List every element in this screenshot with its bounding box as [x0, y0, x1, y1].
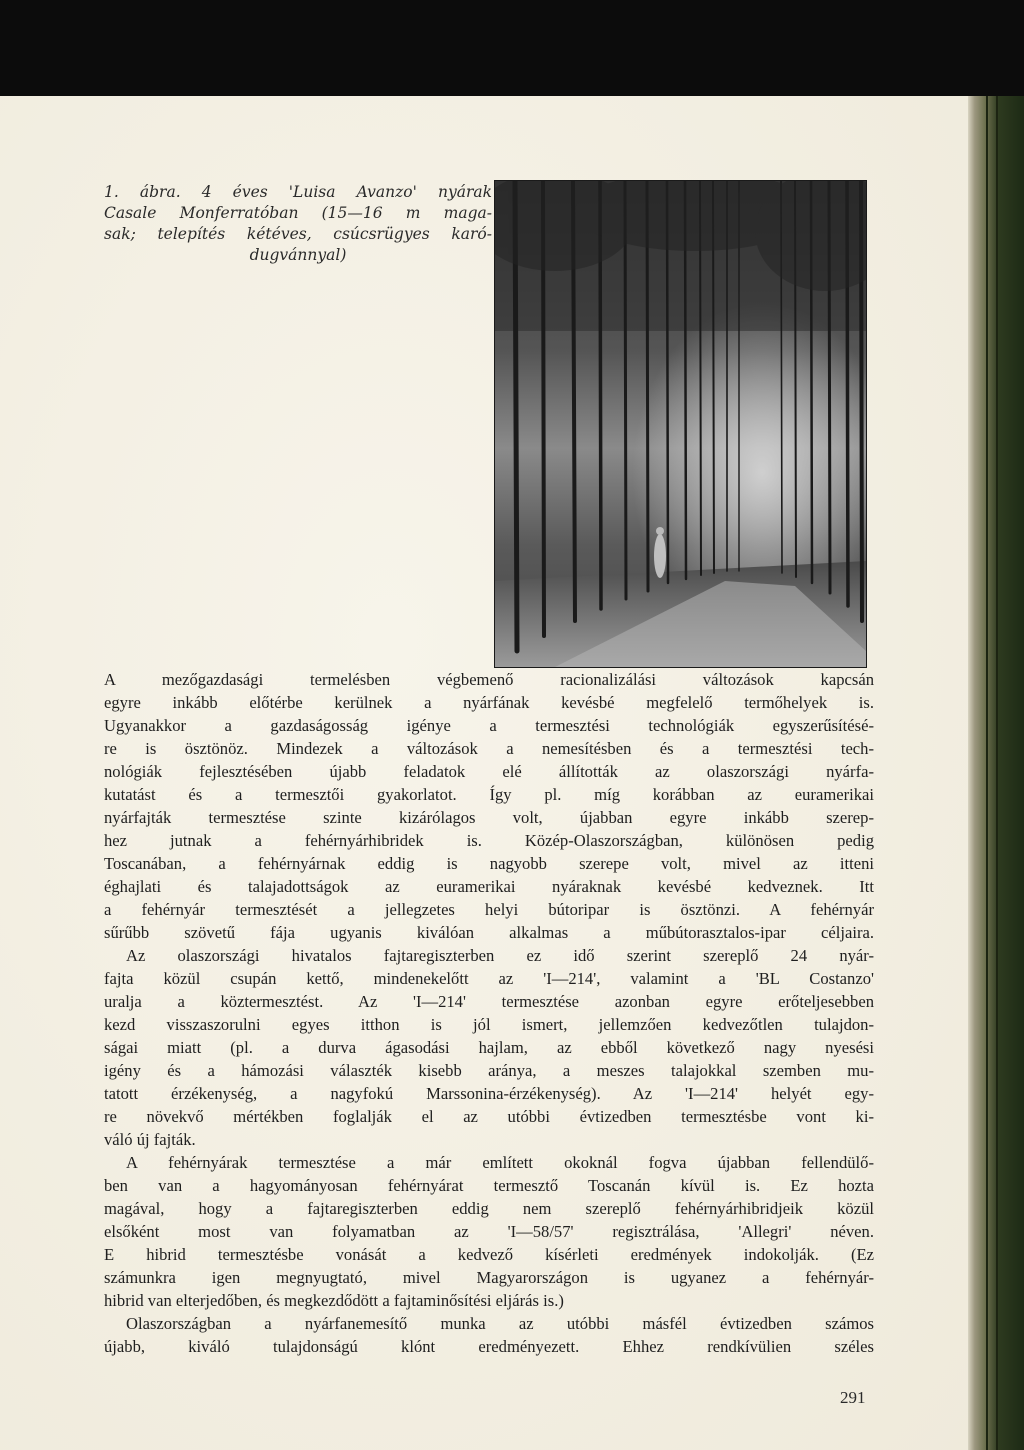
paragraph [104, 1151, 874, 1312]
text-line: Olaszországban a nyárfanemesítő munka az utóbbi másfél évtizedben számos [126, 1314, 874, 1333]
text-line: kezd visszaszorulni egyes itthon is jól ismert, jellemzően kedvezőtlen tulajdon- [104, 1015, 874, 1034]
text-line: egyre inkább előtérbe kerülnek a nyárfának kevésbé megfelelő termőhelyek is. [104, 693, 874, 712]
text-line: sűrűbb szövetű fája ugyanis kiválóan alkalmas a műbútorasztalos-ipar céljaira. [104, 923, 874, 942]
text-line: a fehérnyár termesztését a jellegzetes helyi bútoripar is ösztönzi. A fehérnyár [104, 900, 874, 919]
text-line: fajta közül csupán kettő, mindenekelőtt az 'I—214', valamint a 'BL Costanzo' [104, 969, 874, 988]
text-line: hibrid van elterjedőben, és megkezdődött a fajtaminősítési eljárás is.) [104, 1291, 564, 1310]
text-line: kutatást és a termesztői gyakorlatot. Így pl. míg korábban az euramerikai [104, 785, 874, 804]
poplar-plantation-photo [494, 180, 867, 668]
photo-illustration [495, 181, 866, 667]
body-text [104, 668, 874, 1358]
text-line: Ugyanakkor a gazdaságosság igénye a termesztési technológiák egyszerűsítésé- [104, 716, 874, 735]
text-line: éghajlati és talajadottságok az euramerikai nyáraknak kevésbé kedveznek. Itt [104, 877, 874, 896]
spine-edge-line [996, 96, 998, 1450]
text-line: tatott érzékenység, a nagyfokú Marssonina-érzékenység). Az 'I—214' helyét egy- [104, 1084, 874, 1103]
figure-caption [104, 182, 492, 266]
text-line: re növekvő mértékben foglalják el az utóbbi évtizedben termesztésbe vont ki- [104, 1107, 874, 1126]
paragraph [104, 1312, 874, 1358]
caption-line: dugvánnyal) [249, 246, 347, 264]
text-line: igény és a hámozási választék kisebb aránya, a meszes talajokkal szemben mu- [104, 1061, 874, 1080]
text-line: magával, hogy a fajtaregiszterben eddig nem szereplő fehérnyárhibridjeik közül [104, 1199, 874, 1218]
text-line: uralja a köztermesztést. Az 'I—214' termesztése azonban egyre erőteljesebben [104, 992, 874, 1011]
text-line: E hibrid termesztésbe vonását a kedvező kísérleti eredmények indokolják. (Ez [104, 1245, 874, 1264]
text-line: nológiák fejlesztésében újabb feladatok elé állították az olaszországi nyárfa- [104, 762, 874, 781]
text-line: újabb, kiváló tulajdonságú klónt eredményezett. Ehhez rendkívülien széles [104, 1337, 874, 1356]
text-line: Toscanában, a fehérnyárnak eddig is nagyobb szerepe volt, mivel az itteni [104, 854, 874, 873]
page-number: 291 [840, 1388, 866, 1407]
paragraph [104, 668, 874, 944]
paragraph [104, 944, 874, 1151]
text-line: A mezőgazdasági termelésben végbemenő racionalizálási változások kapcsán [104, 670, 874, 689]
text-line: elsőként most van folyamatban az 'I—58/57' regisztrálása, 'Allegri' néven. [104, 1222, 874, 1241]
spine-edge-line [986, 96, 988, 1450]
text-line: nyárfajták termesztése szinte kizárólagos volt, újabban egyre inkább szerep- [104, 808, 874, 827]
text-line: Az olaszországi hivatalos fajtaregiszterben ez idő szerint szereplő 24 nyár- [126, 946, 874, 965]
caption-line: 1. ábra. 4 éves 'Luisa Avanzo' nyárak [104, 183, 492, 201]
text-line: re is ösztönöz. Mindezek a változások a nemesítésben és a termesztési tech- [104, 739, 874, 758]
text-line: váló új fajták. [104, 1130, 196, 1149]
caption-line: sak; telepítés kétéves, csúcsrügyes karó- [104, 225, 492, 243]
text-line: ságai miatt (pl. a durva ágasodási hajlam, az ebből következő nagy nyesési [104, 1038, 874, 1057]
text-line: hez jutnak a fehérnyárhibridek is. Közép-Olaszországban, különösen pedig [104, 831, 874, 850]
caption-line: Casale Monferratóban (15—16 m maga- [104, 204, 492, 222]
text-line: ben van a hagyományosan fehérnyárat termesztő Toscanán kívül is. Ez hozta [104, 1176, 874, 1195]
text-line: számunkra igen megnyugtató, mivel Magyarországon is ugyanez a fehérnyár- [104, 1268, 874, 1287]
text-line: A fehérnyárak termesztése a már említett okoknál fogva újabban fellendülő- [126, 1153, 874, 1172]
